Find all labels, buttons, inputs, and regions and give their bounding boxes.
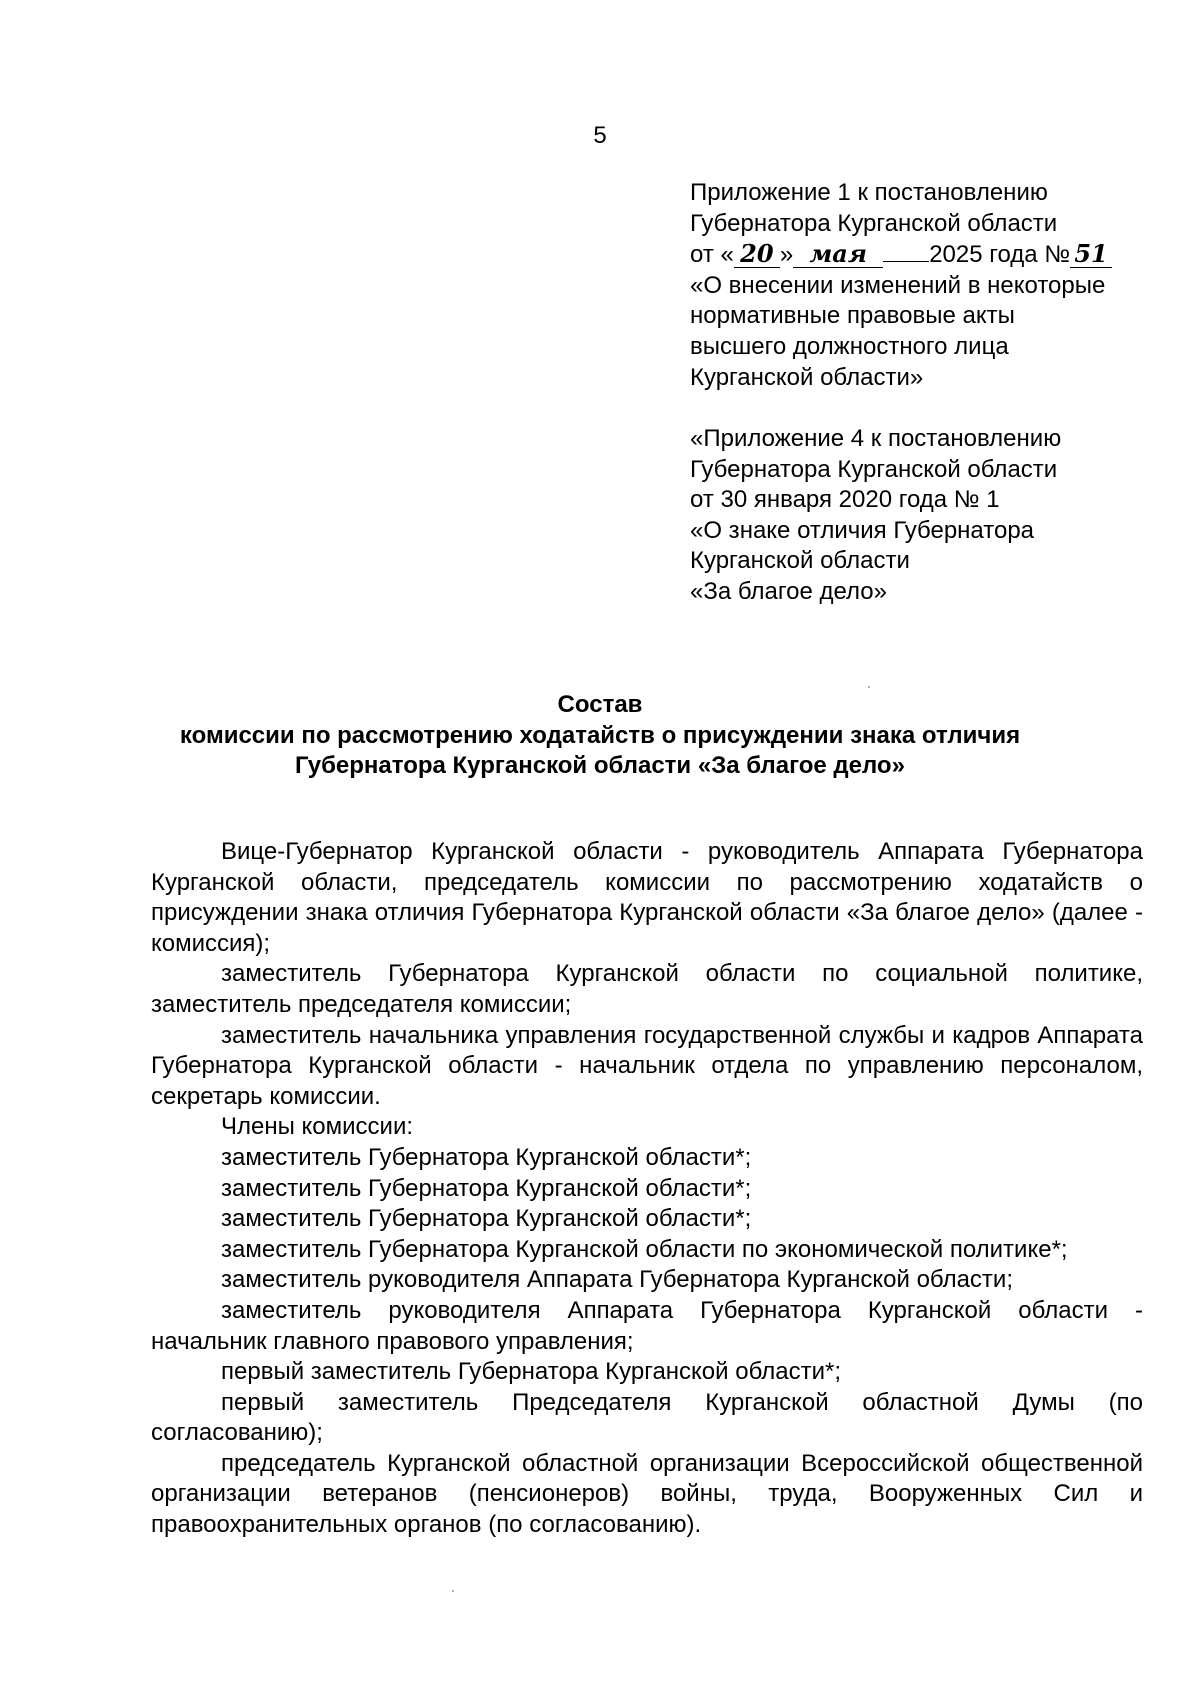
- page-number: 5: [593, 122, 607, 149]
- scan-speck: [868, 686, 870, 688]
- paragraph: заместитель руководителя Аппарата Губернатора Курганской области - начальник главного правового управления;: [151, 1296, 1143, 1355]
- paragraph: первый заместитель Председателя Курганской областной Думы (по согласованию);: [151, 1388, 1143, 1447]
- paragraph: председатель Курганской областной организации Всероссийской общественной организации ветеранов (пенсионеров) войны, труда, Вооруженных Сил и правоохранительных органов (по согласованию).: [151, 1449, 1143, 1539]
- heading-line-3: Губернатора Курганской области «За благое дело»: [295, 752, 905, 779]
- paragraph: заместитель руководителя Аппарата Губернатора Курганской области;: [221, 1266, 1013, 1294]
- handwritten-day: 20: [734, 241, 780, 268]
- appendix-1-line-1: Приложение 1 к постановлению: [690, 179, 1048, 206]
- appendix-4-block: [690, 424, 1170, 608]
- date-quote: »: [779, 241, 794, 269]
- appendix-4-line-4: «О знаке отличия Губернатора: [690, 516, 1035, 544]
- heading-line-1: Состав: [557, 691, 643, 718]
- paragraph: Вице-Губернатор Курганской области - руководитель Аппарата Губернатора Курганской области, председатель комиссии по рассмотрению ходатайств о присуждении знака отличия Губернатора Курганской области «За благое дело» (далее - комиссия);: [151, 838, 1143, 957]
- paragraph: заместитель Губернатора Курганской области по социальной политике, заместитель председателя комиссии;: [151, 960, 1143, 1018]
- date-year: 2025 года №: [929, 241, 1071, 269]
- paragraph: заместитель Губернатора Курганской области*;: [221, 1205, 752, 1233]
- appendix-4-line-1: «Приложение 4 к постановлению: [690, 425, 1062, 452]
- appendix-1-line-7: Курганской области»: [690, 363, 924, 391]
- paragraph: заместитель Губернатора Курганской области*;: [221, 1174, 752, 1202]
- appendix-4-line-2: Губернатора Курганской области: [690, 455, 1058, 483]
- appendix-1-block: [690, 178, 1170, 393]
- paragraph: заместитель начальника управления государственной службы и кадров Аппарата Губернатора Курганской области - начальник отдела по управлению персоналом, секретарь комиссии.: [151, 1021, 1143, 1110]
- date-prefix: от «: [690, 241, 734, 269]
- appendix-4-line-3: от 30 января 2020 года № 1: [690, 486, 1000, 514]
- paragraph: заместитель Губернатора Курганской области по экономической политике*;: [221, 1235, 1068, 1263]
- handwritten-number: 51: [1070, 241, 1112, 268]
- appendix-1-date-line: [690, 239, 1170, 271]
- paragraph: заместитель Губернатора Курганской области*;: [221, 1143, 752, 1171]
- heading-line-2: комиссии по рассмотрению ходатайств о присуждении знака отличия: [179, 721, 1021, 749]
- appendix-4-line-6: «За благое дело»: [690, 577, 887, 605]
- appendix-1-line-5: нормативные правовые акты: [690, 302, 1015, 330]
- document-heading: [0, 690, 1200, 782]
- appendix-1-line-4: «О внесении изменений в некоторые: [690, 271, 1106, 299]
- appendix-4-line-5: Курганской области: [690, 547, 910, 575]
- paragraph: первый заместитель Губернатора Курганской области*;: [221, 1358, 842, 1386]
- appendix-1-line-2: Губернатора Курганской области: [690, 209, 1058, 237]
- appendix-1-line-6: высшего должностного лица: [690, 332, 1009, 360]
- handwritten-month: мая: [793, 241, 883, 268]
- date-blank-underline: [883, 239, 929, 262]
- paragraph-members-label: Члены комиссии:: [221, 1113, 414, 1141]
- scan-speck: [452, 1590, 454, 1592]
- commission-composition-text: [151, 837, 1143, 1541]
